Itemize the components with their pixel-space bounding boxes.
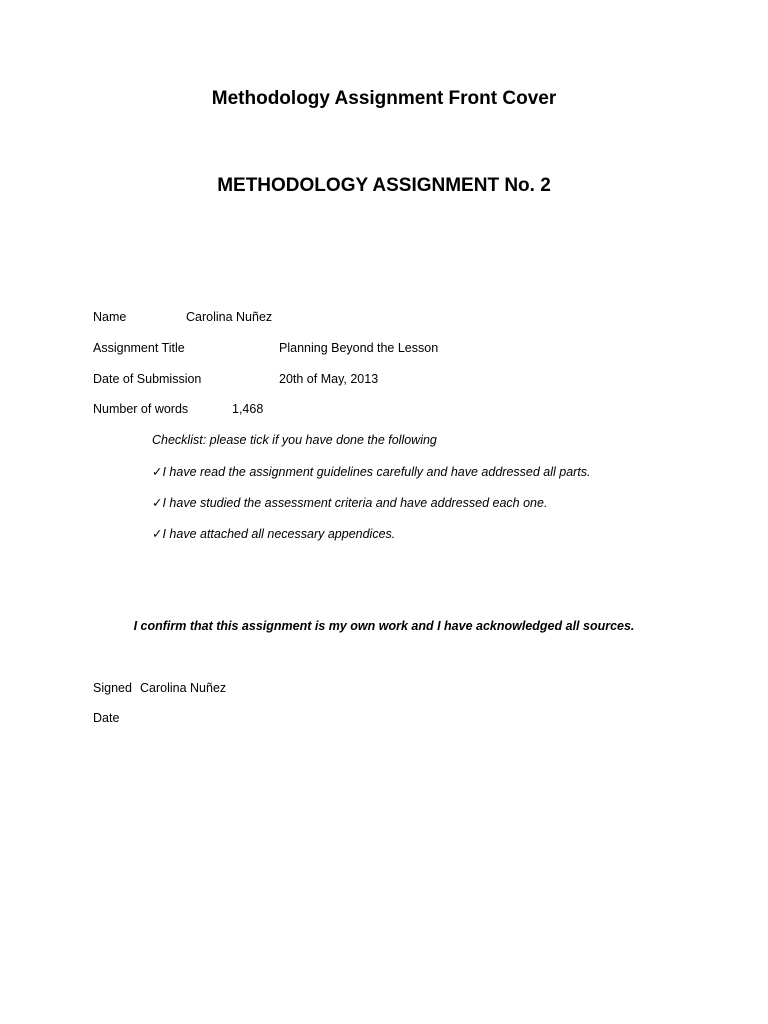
name-label: Name <box>93 310 127 324</box>
checklist-item: ✓I have attached all necessary appendices. <box>152 527 396 541</box>
checklist-item: ✓I have read the assignment guidelines carefully and have addressed all parts. <box>152 465 591 479</box>
word-count-value: 1,468 <box>232 402 264 416</box>
assignment-title-label: Assignment Title <box>93 341 185 355</box>
word-count-label: Number of words <box>93 402 189 416</box>
assignment-number-heading: METHODOLOGY ASSIGNMENT No. 2 <box>217 175 551 196</box>
signed-label: Signed <box>93 681 132 695</box>
checklist-item: ✓I have studied the assessment criteria and have addressed each one. <box>152 496 548 510</box>
confirmation-statement: I confirm that this assignment is my own work and I have acknowledged all sources. <box>133 619 635 633</box>
date-label: Date <box>93 711 120 725</box>
name-value: Carolina Nuñez <box>186 310 273 324</box>
submission-date-label: Date of Submission <box>93 372 202 386</box>
cover-title: Methodology Assignment Front Cover <box>211 88 557 109</box>
submission-date-value: 20th of May, 2013 <box>279 372 379 386</box>
signed-value: Carolina Nuñez <box>140 681 227 695</box>
checklist-heading: Checklist: please tick if you have done the following <box>152 433 437 447</box>
assignment-title-value: Planning Beyond the Lesson <box>279 341 439 355</box>
